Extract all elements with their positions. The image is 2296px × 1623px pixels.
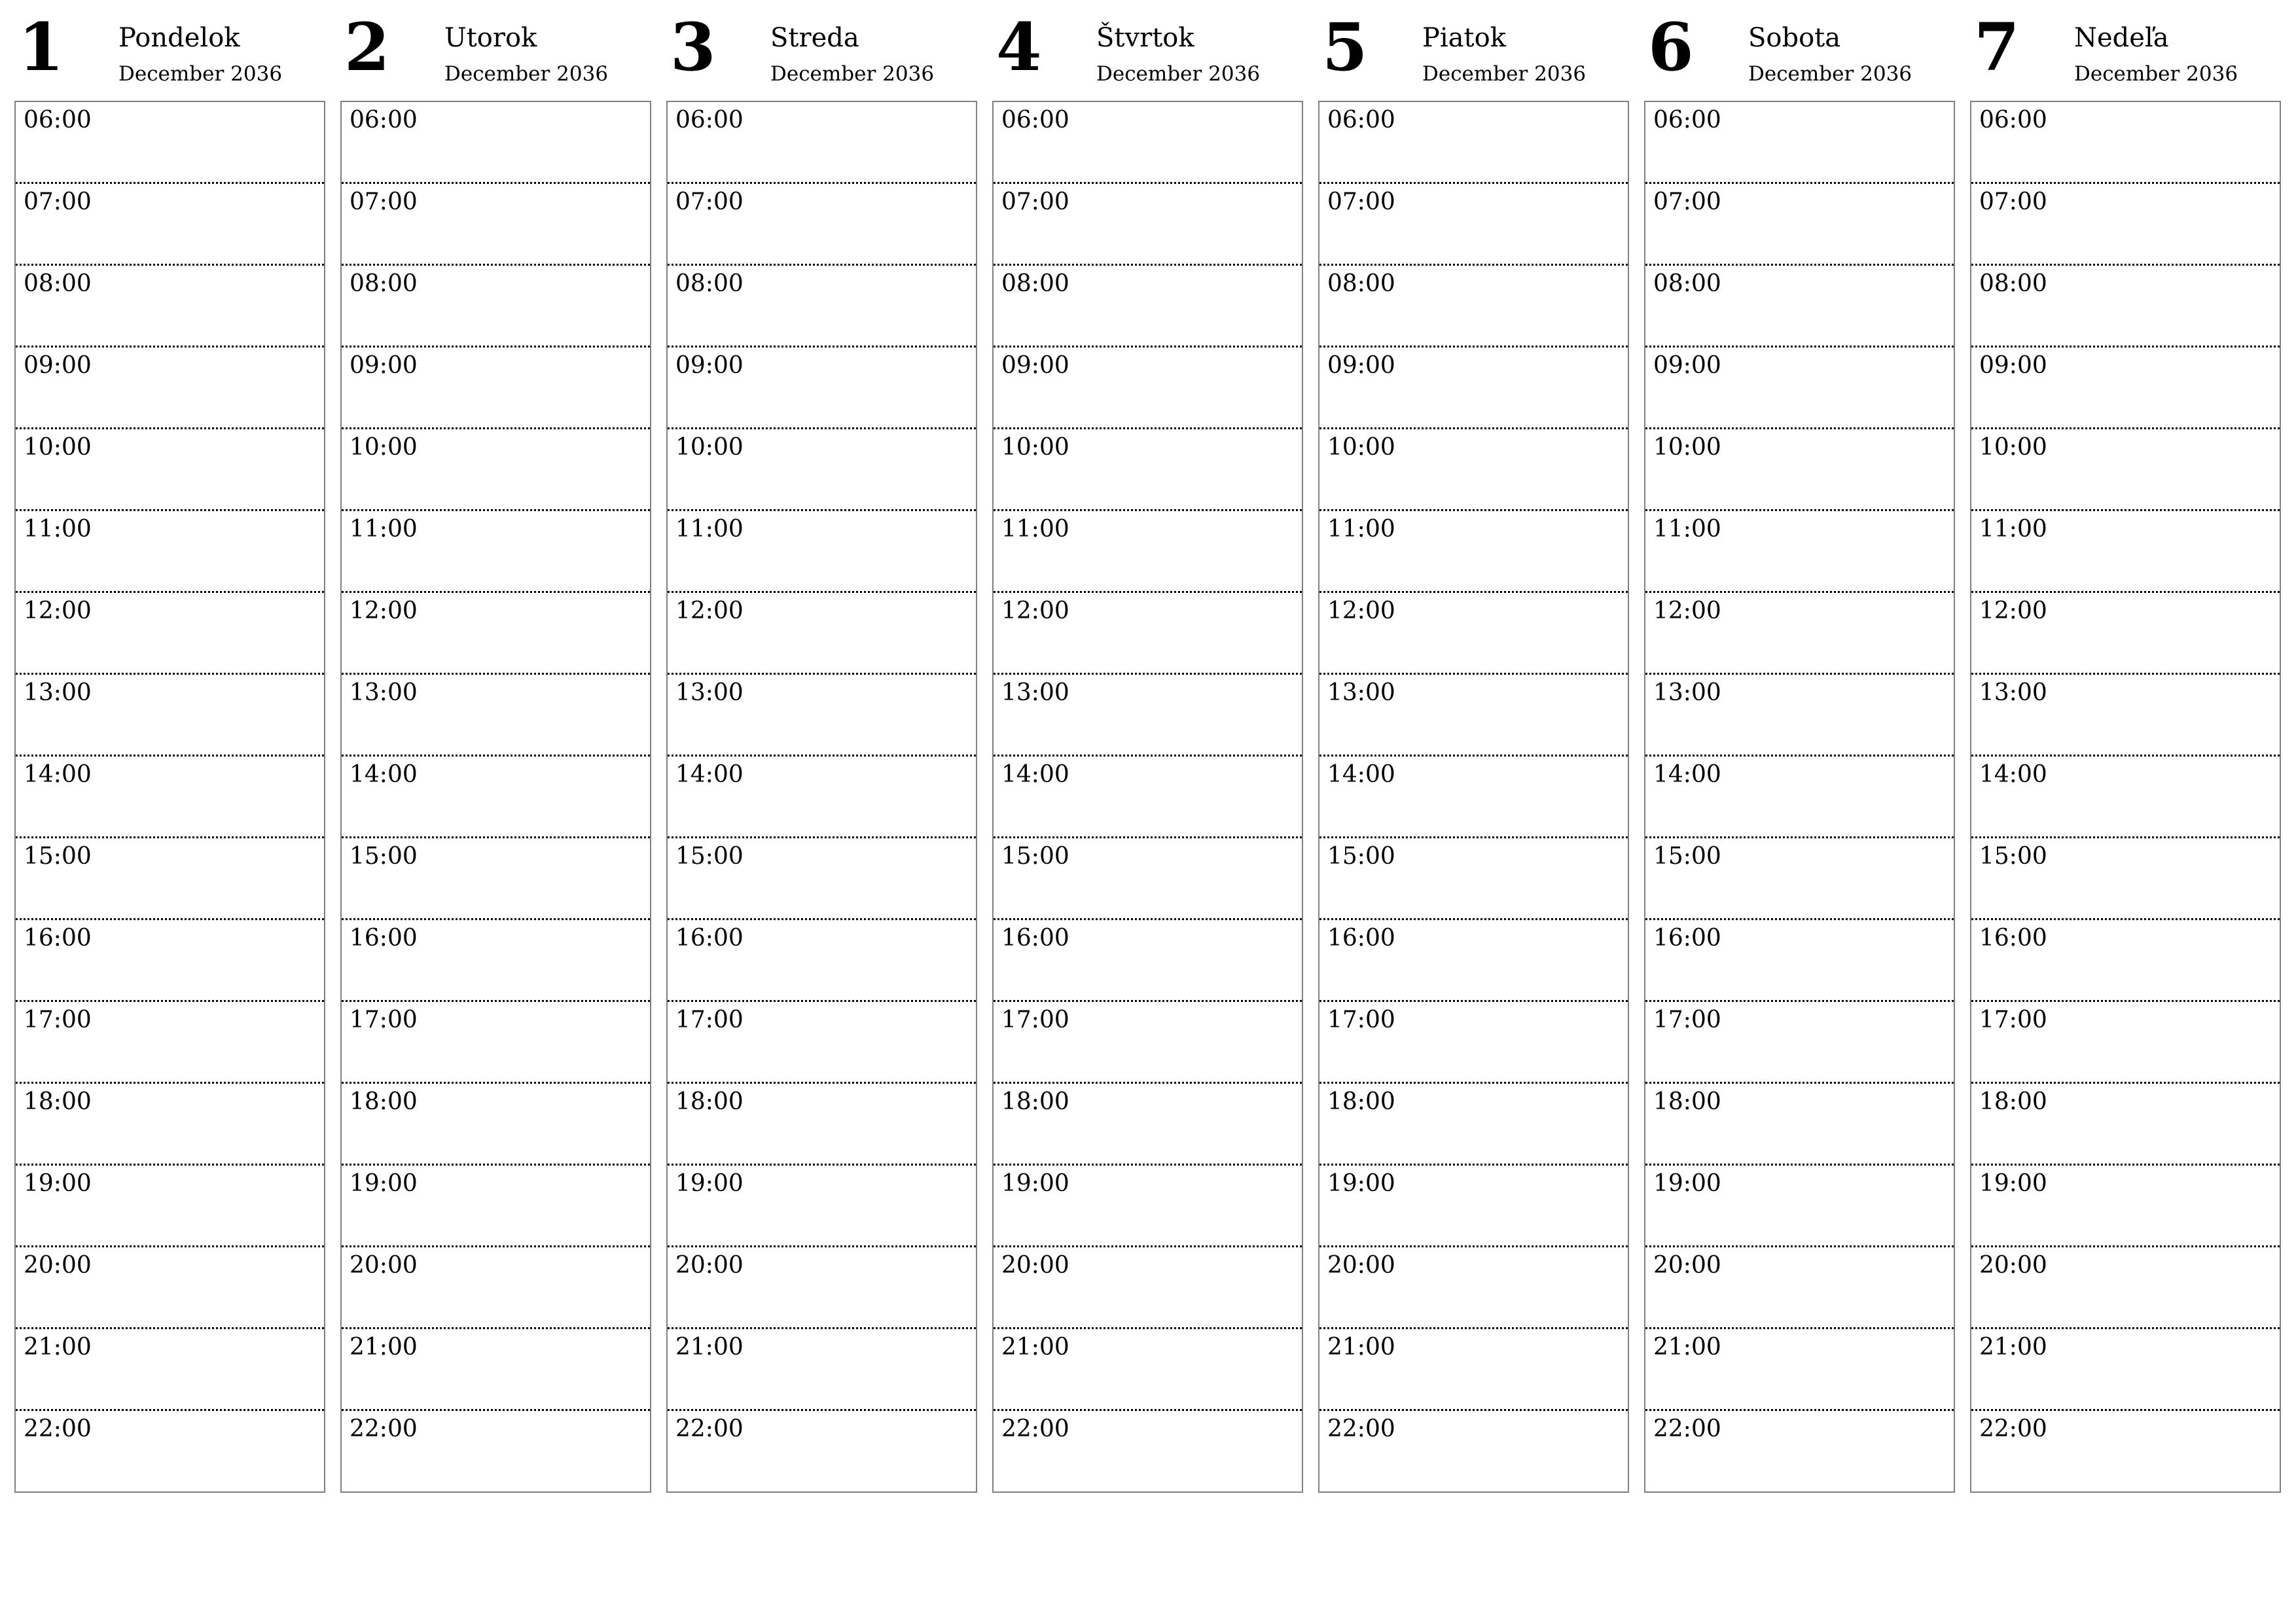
hour-label: 06:00 [1653, 107, 1721, 134]
hour-slot[interactable] [994, 348, 1302, 429]
hour-label: 19:00 [1001, 1170, 1069, 1197]
hour-slot[interactable] [1645, 102, 1954, 184]
hour-label: 06:00 [350, 107, 418, 134]
day-number: 6 [1648, 9, 1694, 86]
hour-label: 17:00 [1653, 1007, 1721, 1033]
hour-slot[interactable] [16, 920, 324, 1002]
hour-slot[interactable] [342, 348, 650, 429]
hour-slot[interactable] [1645, 1084, 1954, 1166]
hour-label: 08:00 [675, 270, 744, 297]
hour-slot[interactable] [1971, 838, 2280, 920]
hour-slot[interactable] [1645, 1411, 1954, 1493]
hour-slot[interactable] [342, 920, 650, 1002]
hour-label: 11:00 [24, 516, 92, 543]
day-name: Štvrtok [1096, 23, 1194, 53]
hour-label: 13:00 [675, 679, 744, 706]
hour-label: 19:00 [1653, 1170, 1721, 1197]
hour-slot[interactable] [342, 266, 650, 348]
hour-slot[interactable] [1645, 757, 1954, 838]
hour-slot[interactable] [16, 1247, 324, 1329]
hour-slot[interactable] [16, 1166, 324, 1247]
hour-label: 09:00 [675, 352, 744, 379]
hour-label: 21:00 [1327, 1334, 1395, 1361]
hour-slot[interactable] [668, 102, 976, 184]
hour-label: 09:00 [1979, 352, 2047, 379]
hour-label: 21:00 [675, 1334, 744, 1361]
hour-slot[interactable] [342, 511, 650, 593]
day-schedule-box [14, 101, 325, 1493]
hour-slot[interactable] [668, 1166, 976, 1247]
hour-slot[interactable] [1971, 757, 2280, 838]
hour-slot[interactable] [1971, 593, 2280, 675]
hour-slot[interactable] [994, 184, 1302, 266]
hour-slot[interactable] [16, 675, 324, 757]
day-schedule-box [1970, 101, 2281, 1493]
hour-label: 22:00 [1001, 1416, 1069, 1442]
day-number: 5 [1322, 9, 1368, 86]
hour-label: 12:00 [24, 597, 92, 624]
hour-label: 16:00 [1327, 925, 1395, 952]
hour-label: 15:00 [350, 843, 418, 870]
hour-label: 17:00 [1327, 1007, 1395, 1033]
hour-label: 15:00 [1653, 843, 1721, 870]
day-month-label: December 2036 [770, 62, 935, 86]
hour-label: 07:00 [24, 188, 92, 215]
day-name: Nedeľa [2074, 23, 2169, 53]
hour-label: 15:00 [24, 843, 92, 870]
hour-slot[interactable] [1971, 920, 2280, 1002]
hour-slot[interactable] [1319, 1247, 1628, 1329]
hour-label: 10:00 [1653, 434, 1721, 461]
day-month-label: December 2036 [2074, 62, 2238, 86]
hour-label: 11:00 [1979, 516, 2047, 543]
hour-slot[interactable] [1319, 102, 1628, 184]
hour-label: 14:00 [1327, 761, 1395, 788]
hour-slot[interactable] [994, 920, 1302, 1002]
hour-slot[interactable] [668, 266, 976, 348]
hour-label: 16:00 [24, 925, 92, 952]
hour-label: 15:00 [1979, 843, 2047, 870]
hour-label: 19:00 [1979, 1170, 2047, 1197]
day-month-label: December 2036 [118, 62, 283, 86]
hour-label: 12:00 [1001, 597, 1069, 624]
day-month-label: December 2036 [1748, 62, 1912, 86]
hour-label: 11:00 [675, 516, 744, 543]
hour-label: 12:00 [350, 597, 418, 624]
day-name: Utorok [444, 23, 537, 53]
hour-label: 15:00 [1327, 843, 1395, 870]
hour-label: 20:00 [1979, 1252, 2047, 1279]
hour-slot[interactable] [342, 593, 650, 675]
hour-label: 17:00 [1979, 1007, 2047, 1033]
hour-label: 18:00 [24, 1088, 92, 1115]
hour-label: 16:00 [1001, 925, 1069, 952]
hour-label: 22:00 [350, 1416, 418, 1442]
hour-slot[interactable] [668, 1411, 976, 1493]
hour-label: 12:00 [675, 597, 744, 624]
hour-label: 18:00 [350, 1088, 418, 1115]
hour-slot[interactable] [994, 1411, 1302, 1493]
hour-label: 12:00 [1653, 597, 1721, 624]
hour-label: 17:00 [350, 1007, 418, 1033]
day-month-label: December 2036 [444, 62, 609, 86]
hour-slot[interactable] [1645, 1002, 1954, 1084]
hour-slot[interactable] [668, 348, 976, 429]
hour-slot[interactable] [994, 429, 1302, 511]
hour-slot[interactable] [994, 511, 1302, 593]
hour-slot[interactable] [16, 1002, 324, 1084]
hour-slot[interactable] [668, 511, 976, 593]
hour-label: 22:00 [24, 1416, 92, 1442]
hour-slot[interactable] [668, 757, 976, 838]
hour-slot[interactable] [342, 102, 650, 184]
hour-label: 22:00 [1979, 1416, 2047, 1442]
hour-slot[interactable] [668, 838, 976, 920]
hour-label: 08:00 [350, 270, 418, 297]
hour-slot[interactable] [668, 1247, 976, 1329]
hour-label: 17:00 [24, 1007, 92, 1033]
hour-label: 22:00 [1653, 1416, 1721, 1442]
hour-label: 13:00 [1001, 679, 1069, 706]
hour-label: 20:00 [1001, 1252, 1069, 1279]
hour-label: 08:00 [1001, 270, 1069, 297]
hour-slot[interactable] [16, 1329, 324, 1411]
day-month-label: December 2036 [1422, 62, 1587, 86]
hour-label: 22:00 [675, 1416, 744, 1442]
hour-slot[interactable] [1319, 348, 1628, 429]
hour-slot[interactable] [342, 1247, 650, 1329]
hour-slot[interactable] [1645, 184, 1954, 266]
hour-slot[interactable] [16, 266, 324, 348]
hour-slot[interactable] [342, 757, 650, 838]
hour-slot[interactable] [16, 1411, 324, 1493]
hour-label: 11:00 [1653, 516, 1721, 543]
hour-label: 10:00 [24, 434, 92, 461]
day-name: Streda [770, 23, 859, 53]
hour-slot[interactable] [16, 348, 324, 429]
hour-label: 11:00 [1327, 516, 1395, 543]
day-name: Sobota [1748, 23, 1841, 53]
hour-slot[interactable] [1319, 757, 1628, 838]
hour-slot[interactable] [1645, 593, 1954, 675]
hour-slot[interactable] [668, 675, 976, 757]
hour-slot[interactable] [342, 1166, 650, 1247]
hour-label: 07:00 [1001, 188, 1069, 215]
hour-label: 20:00 [24, 1252, 92, 1279]
hour-slot[interactable] [994, 838, 1302, 920]
hour-slot[interactable] [1971, 266, 2280, 348]
hour-slot[interactable] [994, 593, 1302, 675]
hour-slot[interactable] [1971, 1166, 2280, 1247]
hour-slot[interactable] [16, 757, 324, 838]
hour-slot[interactable] [16, 1084, 324, 1166]
hour-slot[interactable] [342, 429, 650, 511]
hour-label: 15:00 [675, 843, 744, 870]
hour-slot[interactable] [1971, 184, 2280, 266]
hour-label: 14:00 [675, 761, 744, 788]
hour-slot[interactable] [16, 102, 324, 184]
hour-slot[interactable] [342, 675, 650, 757]
hour-slot[interactable] [994, 1247, 1302, 1329]
hour-slot[interactable] [16, 838, 324, 920]
hour-label: 07:00 [1653, 188, 1721, 215]
hour-label: 17:00 [675, 1007, 744, 1033]
hour-label: 07:00 [675, 188, 744, 215]
hour-label: 16:00 [1979, 925, 2047, 952]
day-month-label: December 2036 [1096, 62, 1261, 86]
hour-label: 21:00 [1001, 1334, 1069, 1361]
hour-label: 20:00 [675, 1252, 744, 1279]
hour-slot[interactable] [1319, 1411, 1628, 1493]
hour-label: 18:00 [1327, 1088, 1395, 1115]
hour-label: 10:00 [1001, 434, 1069, 461]
hour-label: 07:00 [1327, 188, 1395, 215]
hour-slot[interactable] [1319, 184, 1628, 266]
day-schedule-box [992, 101, 1303, 1493]
hour-slot[interactable] [668, 1002, 976, 1084]
hour-slot[interactable] [1319, 1329, 1628, 1411]
hour-slot[interactable] [1319, 266, 1628, 348]
hour-slot[interactable] [994, 102, 1302, 184]
hour-label: 13:00 [1979, 679, 2047, 706]
hour-label: 06:00 [1327, 107, 1395, 134]
hour-slot[interactable] [668, 593, 976, 675]
day-number: 1 [18, 9, 64, 86]
day-schedule-box [1644, 101, 1955, 1493]
hour-slot[interactable] [994, 1329, 1302, 1411]
day-number: 2 [344, 9, 390, 86]
hour-slot[interactable] [668, 1329, 976, 1411]
hour-slot[interactable] [342, 838, 650, 920]
hour-label: 09:00 [350, 352, 418, 379]
hour-label: 18:00 [1001, 1088, 1069, 1115]
day-schedule-box [666, 101, 977, 1493]
hour-slot[interactable] [994, 1084, 1302, 1166]
hour-slot[interactable] [342, 1002, 650, 1084]
hour-slot[interactable] [1319, 511, 1628, 593]
hour-label: 11:00 [350, 516, 418, 543]
hour-label: 21:00 [1653, 1334, 1721, 1361]
hour-slot[interactable] [1971, 1329, 2280, 1411]
hour-slot[interactable] [994, 1166, 1302, 1247]
hour-label: 21:00 [1979, 1334, 2047, 1361]
hour-label: 06:00 [24, 107, 92, 134]
hour-slot[interactable] [1971, 1084, 2280, 1166]
hour-slot[interactable] [1645, 920, 1954, 1002]
hour-label: 09:00 [1001, 352, 1069, 379]
hour-label: 07:00 [1979, 188, 2047, 215]
hour-slot[interactable] [668, 429, 976, 511]
hour-slot[interactable] [1319, 1002, 1628, 1084]
hour-label: 10:00 [675, 434, 744, 461]
hour-label: 21:00 [24, 1334, 92, 1361]
hour-slot[interactable] [1319, 920, 1628, 1002]
hour-label: 18:00 [1979, 1088, 2047, 1115]
hour-label: 19:00 [675, 1170, 744, 1197]
hour-slot[interactable] [16, 429, 324, 511]
hour-label: 16:00 [350, 925, 418, 952]
hour-slot[interactable] [342, 1411, 650, 1493]
hour-label: 14:00 [24, 761, 92, 788]
hour-slot[interactable] [1971, 511, 2280, 593]
hour-slot[interactable] [668, 1084, 976, 1166]
hour-slot[interactable] [1645, 675, 1954, 757]
hour-label: 06:00 [1979, 107, 2047, 134]
hour-label: 18:00 [1653, 1088, 1721, 1115]
hour-slot[interactable] [1319, 838, 1628, 920]
hour-slot[interactable] [16, 593, 324, 675]
hour-slot[interactable] [668, 184, 976, 266]
hour-label: 13:00 [350, 679, 418, 706]
hour-slot[interactable] [1971, 1247, 2280, 1329]
hour-label: 21:00 [350, 1334, 418, 1361]
hour-label: 10:00 [350, 434, 418, 461]
day-number: 7 [1974, 9, 2020, 86]
hour-label: 18:00 [675, 1088, 744, 1115]
day-schedule-box [340, 101, 651, 1493]
day-name: Piatok [1422, 23, 1506, 53]
hour-slot[interactable] [1645, 1329, 1954, 1411]
hour-slot[interactable] [342, 184, 650, 266]
hour-label: 08:00 [1327, 270, 1395, 297]
day-schedule-box [1318, 101, 1629, 1493]
hour-label: 22:00 [1327, 1416, 1395, 1442]
hour-label: 20:00 [1653, 1252, 1721, 1279]
hour-slot[interactable] [16, 184, 324, 266]
hour-label: 16:00 [1653, 925, 1721, 952]
hour-label: 10:00 [1327, 434, 1395, 461]
hour-slot[interactable] [1971, 429, 2280, 511]
hour-slot[interactable] [1645, 511, 1954, 593]
hour-slot[interactable] [1645, 266, 1954, 348]
hour-label: 13:00 [1653, 679, 1721, 706]
hour-slot[interactable] [668, 920, 976, 1002]
hour-slot[interactable] [1319, 1166, 1628, 1247]
hour-label: 09:00 [24, 352, 92, 379]
hour-label: 13:00 [1327, 679, 1395, 706]
hour-label: 17:00 [1001, 1007, 1069, 1033]
day-number: 3 [670, 9, 716, 86]
hour-label: 06:00 [1001, 107, 1069, 134]
hour-label: 09:00 [1653, 352, 1721, 379]
hour-slot[interactable] [994, 675, 1302, 757]
hour-label: 08:00 [1979, 270, 2047, 297]
hour-label: 07:00 [350, 188, 418, 215]
hour-label: 15:00 [1001, 843, 1069, 870]
hour-slot[interactable] [994, 757, 1302, 838]
hour-slot[interactable] [1971, 1411, 2280, 1493]
hour-label: 20:00 [350, 1252, 418, 1279]
hour-slot[interactable] [1319, 429, 1628, 511]
hour-label: 12:00 [1327, 597, 1395, 624]
hour-label: 08:00 [1653, 270, 1721, 297]
hour-slot[interactable] [16, 511, 324, 593]
hour-slot[interactable] [994, 266, 1302, 348]
hour-label: 14:00 [1979, 761, 2047, 788]
hour-slot[interactable] [1971, 102, 2280, 184]
hour-slot[interactable] [1645, 1166, 1954, 1247]
hour-slot[interactable] [1971, 348, 2280, 429]
hour-slot[interactable] [1645, 1247, 1954, 1329]
hour-label: 08:00 [24, 270, 92, 297]
hour-label: 19:00 [350, 1170, 418, 1197]
hour-slot[interactable] [994, 1002, 1302, 1084]
hour-slot[interactable] [1645, 429, 1954, 511]
hour-label: 14:00 [1001, 761, 1069, 788]
hour-label: 10:00 [1979, 434, 2047, 461]
hour-label: 13:00 [24, 679, 92, 706]
hour-label: 19:00 [24, 1170, 92, 1197]
hour-slot[interactable] [1971, 675, 2280, 757]
hour-label: 20:00 [1327, 1252, 1395, 1279]
hour-label: 09:00 [1327, 352, 1395, 379]
hour-label: 16:00 [675, 925, 744, 952]
hour-slot[interactable] [1319, 675, 1628, 757]
hour-slot[interactable] [342, 1084, 650, 1166]
hour-label: 12:00 [1979, 597, 2047, 624]
hour-slot[interactable] [1319, 593, 1628, 675]
hour-label: 14:00 [350, 761, 418, 788]
hour-slot[interactable] [1645, 348, 1954, 429]
hour-label: 06:00 [675, 107, 744, 134]
day-name: Pondelok [118, 23, 240, 53]
hour-slot[interactable] [342, 1329, 650, 1411]
hour-label: 11:00 [1001, 516, 1069, 543]
day-number: 4 [996, 9, 1042, 86]
hour-label: 19:00 [1327, 1170, 1395, 1197]
hour-slot[interactable] [1645, 838, 1954, 920]
hour-slot[interactable] [1971, 1002, 2280, 1084]
hour-slot[interactable] [1319, 1084, 1628, 1166]
hour-label: 14:00 [1653, 761, 1721, 788]
